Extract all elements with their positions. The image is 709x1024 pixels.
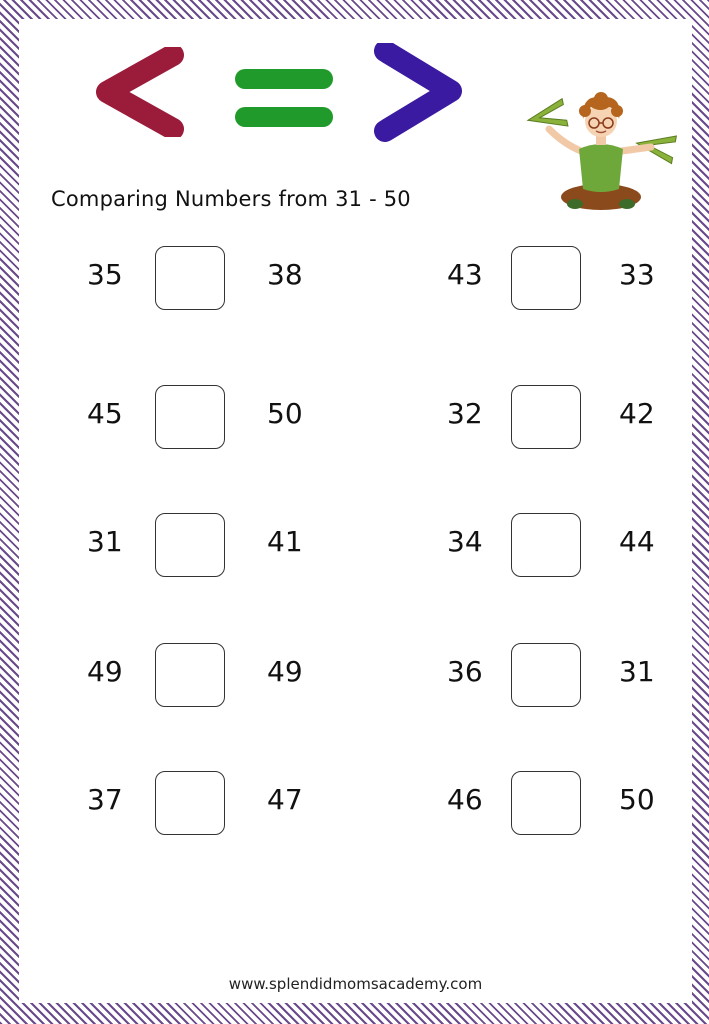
right-number: 47 — [267, 783, 303, 816]
comparison-problem — [447, 513, 707, 583]
left-number: 45 — [87, 397, 123, 430]
right-number: 33 — [619, 258, 655, 291]
left-number: 34 — [447, 525, 483, 558]
answer-box[interactable] — [511, 246, 581, 310]
right-number: 42 — [619, 397, 655, 430]
right-number: 31 — [619, 655, 655, 688]
right-number: 50 — [267, 397, 303, 430]
answer-box[interactable] — [155, 771, 225, 835]
worksheet-page — [19, 19, 692, 1003]
worksheet-title: Comparing Numbers from 31 - 50 — [51, 187, 411, 211]
comparison-problem — [87, 643, 347, 713]
comparison-problem — [87, 246, 347, 316]
answer-box[interactable] — [511, 385, 581, 449]
left-number: 49 — [87, 655, 123, 688]
answer-box[interactable] — [511, 513, 581, 577]
comparison-problem — [447, 246, 707, 316]
comparison-problem — [447, 385, 707, 455]
comparison-problem — [87, 385, 347, 455]
right-number: 49 — [267, 655, 303, 688]
comparison-problem — [87, 513, 347, 583]
left-number: 43 — [447, 258, 483, 291]
child-illustration-icon — [519, 89, 684, 219]
left-number: 31 — [87, 525, 123, 558]
answer-box[interactable] — [155, 246, 225, 310]
comparison-problem — [447, 643, 707, 713]
left-number: 37 — [87, 783, 123, 816]
left-number: 32 — [447, 397, 483, 430]
comparison-problem — [447, 771, 707, 841]
right-number: 50 — [619, 783, 655, 816]
answer-box[interactable] — [155, 513, 225, 577]
right-number: 38 — [267, 258, 303, 291]
answer-box[interactable] — [155, 385, 225, 449]
right-number: 41 — [267, 525, 303, 558]
answer-box[interactable] — [511, 771, 581, 835]
right-number: 44 — [619, 525, 655, 558]
greater-than-icon — [369, 43, 469, 143]
answer-box[interactable] — [511, 643, 581, 707]
website-footer: www.splendidmomsacademy.com — [228, 975, 483, 993]
left-number: 46 — [447, 783, 483, 816]
comparison-problem — [87, 771, 347, 841]
left-number: 35 — [87, 258, 123, 291]
less-than-icon — [91, 47, 191, 137]
answer-box[interactable] — [155, 643, 225, 707]
equals-icon — [235, 65, 335, 135]
left-number: 36 — [447, 655, 483, 688]
